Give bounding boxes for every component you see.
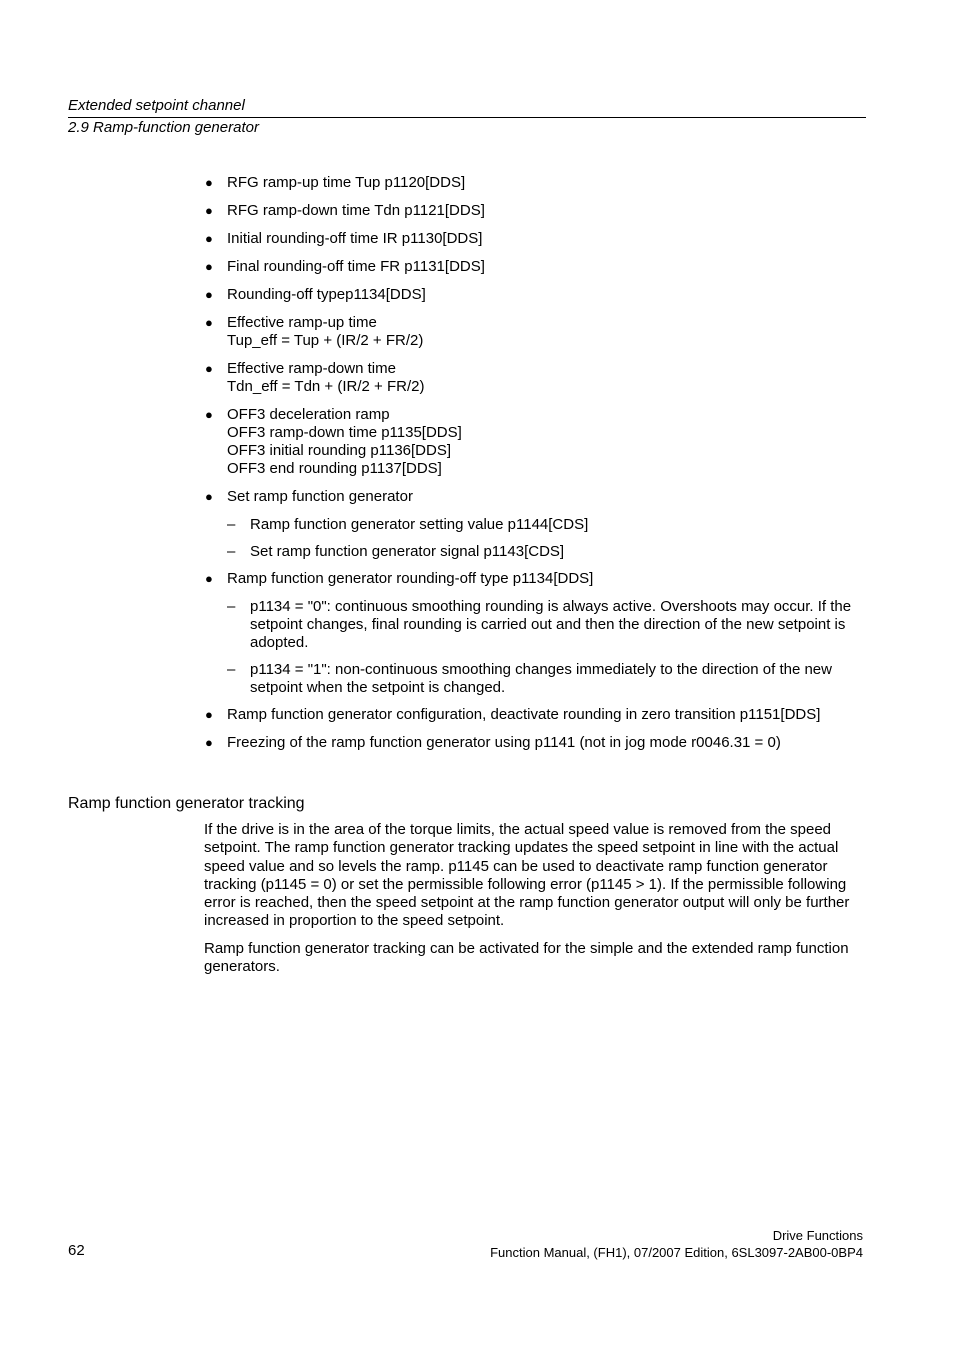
sub-item: [204, 516, 869, 534]
bullet-text: OFF3 end rounding p1137[DDS]: [227, 460, 442, 477]
section-paragraph-1: If the drive is in the area of the torque limits, the actual speed value is removed from the speed setpoint. The ramp function generator tracking updates the speed setpoint in line with the actual speed value and so levels the ramp. p1145 can be used to deactivate ramp function generator tracking (p1145 = 0) or set the permissible following error (p1145 > 1). If the permissible following error is reached, then the speed setpoint at the ramp function generator output will only be further increased in proportion to the speed setpoint.: [204, 821, 850, 930]
page-header: [68, 95, 866, 139]
sub-item: [204, 661, 869, 697]
section-breadcrumb: 2.9 Ramp-function generator: [68, 119, 259, 136]
bullet-text: Final rounding-off time FR p1131[DDS]: [227, 258, 485, 275]
page-number: 62: [68, 1242, 85, 1259]
chapter-title: Extended setpoint channel: [68, 97, 245, 114]
bullet-text: Tdn_eff = Tdn + (IR/2 + FR/2): [227, 378, 425, 395]
sub-item-text: p1134 = "0": continuous smoothing rounding is always active. Overshoots may occur. If the setpoint changes, final rounding is carried out and then the direction of the new setpoint is adopted.: [250, 598, 852, 651]
bullet-item: [204, 488, 869, 506]
bullet-text: OFF3 deceleration ramp: [227, 406, 390, 423]
bullet-item: [204, 734, 869, 752]
sub-item-text: Ramp function generator setting value p1144[CDS]: [250, 516, 589, 533]
bullet-item: [204, 258, 869, 276]
sub-item: [204, 598, 869, 652]
bullet-item: [204, 314, 869, 350]
bullet-text: RFG ramp-up time Tup p1120[DDS]: [227, 174, 466, 191]
bullet-text: Effective ramp-down time: [227, 360, 396, 377]
bullet-dot-icon: ●: [205, 231, 213, 246]
bullet-text: Rounding-off typep1134[DDS]: [227, 286, 426, 303]
sub-item-text: Set ramp function generator signal p1143[CDS]: [250, 543, 565, 560]
bullet-item: [204, 174, 869, 192]
bullet-dot-icon: ●: [205, 707, 213, 722]
sub-item-text: p1134 = "1": non-continuous smoothing changes immediately to the direction of the new setpoint when the setpoint is changed.: [250, 661, 832, 696]
parameter-bullet-list: [204, 174, 869, 762]
footer-doc-title: Drive Functions: [772, 1228, 863, 1243]
bullet-text: OFF3 ramp-down time p1135[DDS]: [227, 424, 462, 441]
footer-doc-info: [490, 1227, 863, 1261]
bullet-text: Ramp function generator configuration, deactivate rounding in zero transition p1151[DDS]: [227, 706, 821, 723]
bullet-text: Ramp function generator rounding-off type p1134[DDS]: [227, 570, 594, 587]
section-title: Ramp function generator tracking: [68, 795, 305, 812]
bullet-text: Effective ramp-up time: [227, 314, 377, 331]
bullet-dot-icon: ●: [205, 735, 213, 750]
bullet-dot-icon: ●: [205, 407, 213, 422]
bullet-dot-icon: ●: [205, 175, 213, 190]
section-paragraph-2: Ramp function generator tracking can be activated for the simple and the extended ramp function generators.: [204, 940, 849, 976]
bullet-text: OFF3 initial rounding p1136[DDS]: [227, 442, 452, 459]
bullet-text: Set ramp function generator: [227, 488, 413, 505]
bullet-item: [204, 286, 869, 304]
bullet-item: [204, 230, 869, 248]
bullet-dot-icon: ●: [205, 571, 213, 586]
dash-icon: –: [227, 543, 236, 560]
bullet-item: [204, 706, 869, 724]
dash-icon: –: [227, 516, 236, 533]
bullet-text: RFG ramp-down time Tdn p1121[DDS]: [227, 202, 485, 219]
bullet-item: [204, 570, 869, 588]
dash-icon: –: [227, 661, 236, 678]
sub-item: [204, 543, 869, 561]
bullet-dot-icon: ●: [205, 259, 213, 274]
bullet-dot-icon: ●: [205, 489, 213, 504]
footer-doc-edition: Function Manual, (FH1), 07/2007 Edition, 6SL3097-2AB00-0BP4: [490, 1245, 863, 1260]
bullet-item: [204, 406, 869, 478]
bullet-text: Tup_eff = Tup + (IR/2 + FR/2): [227, 332, 424, 349]
bullet-text: Initial rounding-off time IR p1130[DDS]: [227, 230, 483, 247]
bullet-dot-icon: ●: [205, 203, 213, 218]
bullet-item: [204, 202, 869, 220]
header-rule: [68, 117, 866, 118]
bullet-dot-icon: ●: [205, 361, 213, 376]
dash-icon: –: [227, 598, 236, 615]
bullet-dot-icon: ●: [205, 287, 213, 302]
bullet-dot-icon: ●: [205, 315, 213, 330]
bullet-item: [204, 360, 869, 396]
bullet-text: Freezing of the ramp function generator using p1141 (not in jog mode r0046.31 = 0): [227, 734, 781, 751]
